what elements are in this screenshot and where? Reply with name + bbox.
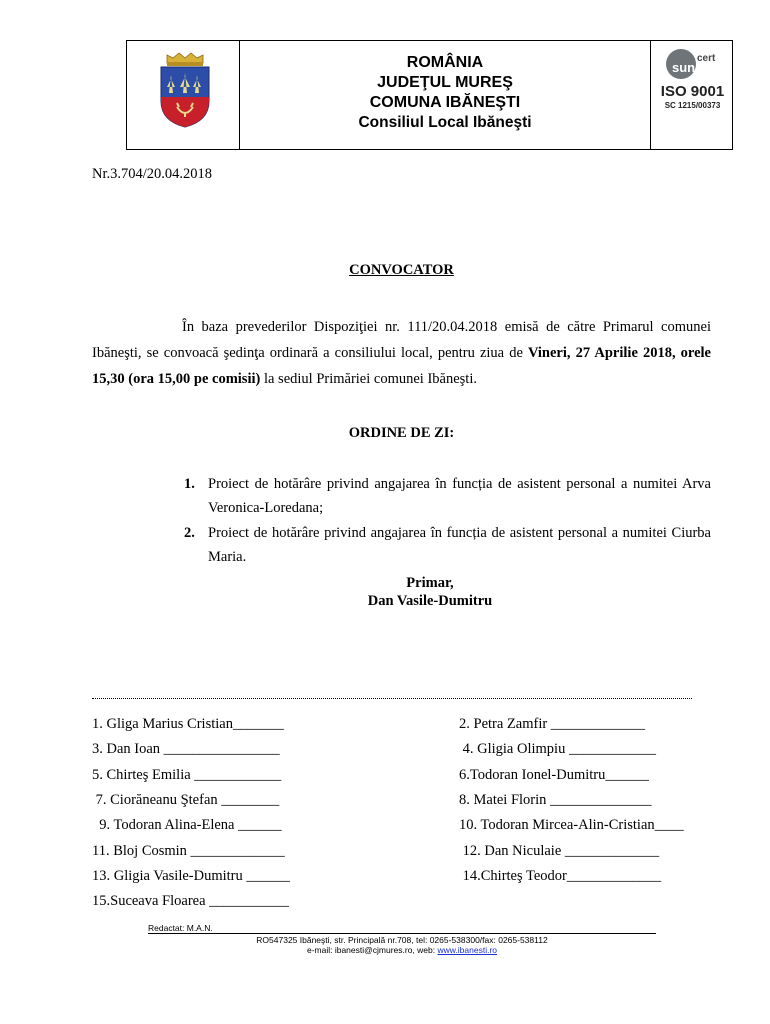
paragraph-intro: În baza prevederilor Dispoziţiei nr. 111/20.04.2018 emisă de către Primarul comunei Ibăneşti, se convoacă şedinţa ordinară a consiliului local, pentru ziua de (92, 319, 711, 361)
councillor-signature-line: 15.Suceava Floarea ___________ (92, 893, 289, 909)
dotted-separator (92, 698, 692, 699)
councillor-signature-line: 12. Dan Niculaie _____________ (459, 843, 660, 859)
county-name: JUDEŢUL MUREŞ (377, 74, 513, 91)
footer-rule (148, 933, 656, 934)
agenda-item-number: 2. (184, 525, 195, 541)
councillor-signature-line: 10. Todoran Mircea-Alin-Cristian____ (459, 817, 684, 833)
agenda-item-text: Proiect de hotărâre privind angajarea în funcția de asistent personal a numitei Ciurba Maria. (208, 525, 711, 565)
agenda-title: ORDINE DE ZI: (348, 425, 455, 441)
council-name: Consiliul Local Ibăneşti (358, 114, 532, 131)
drafted-by: Redactat: M.A.N. (148, 923, 213, 933)
suncert-logo-icon (663, 47, 723, 81)
councillor-signature-line: 13. Gligia Vasile-Dumitru ______ (92, 868, 290, 884)
councillor-signature-line: 5. Chirteş Emilia ____________ (92, 767, 282, 783)
councillor-signature-line: 14.Chirteş Teodor_____________ (459, 868, 662, 884)
agenda-item (184, 472, 711, 522)
councillor-signature-line: 4. Gligia Olimpiu ____________ (459, 741, 656, 757)
meeting-location: la sediul Primăriei comunei Ibăneşti. (260, 371, 477, 387)
convocation-paragraph (92, 314, 711, 392)
councillor-signature-line: 2. Petra Zamfir _____________ (459, 716, 646, 732)
agenda-item-number: 1. (184, 476, 195, 492)
councillor-signature-line: 3. Dan Ioan ________________ (92, 741, 280, 757)
header-title (240, 53, 650, 133)
footer-website-link[interactable]: www.ibanesti.ro (437, 945, 498, 955)
header-box (126, 40, 733, 150)
agenda-item (184, 521, 711, 571)
commune-name: COMUNA IBĂNEŞTI (369, 94, 521, 111)
suncert-sun-text: sun (672, 60, 696, 75)
signature-role: Primar, (406, 575, 454, 591)
country-name: ROMÂNIA (406, 54, 484, 71)
iso-code: SC 1215/00373 (664, 101, 721, 110)
meeting-datetime: Vineri, 27 Aprilie 2018, orele 15,30 (ora 15,00 pe comisii) (92, 345, 711, 387)
suncert-cert-text: cert (697, 53, 716, 64)
councillor-signature-line: 1. Gliga Marius Cristian_______ (92, 716, 284, 732)
footer-address: RO547325 Ibăneşti, str. Principală nr.708, tel: 0265-538300/fax: 0265-538112 (256, 935, 548, 945)
councillor-signature-line: 7. Ciorăneanu Ştefan ________ (92, 792, 280, 808)
agenda-item-text: Proiect de hotărâre privind angajarea în funcția de asistent personal a numitei Arva Veronica-Loredana; (208, 476, 711, 516)
footer-email: e-mail: ibanesti@cjmures.ro, web: (306, 945, 438, 955)
footer-contact (148, 945, 656, 955)
councillor-signature-line: 9. Todoran Alina-Elena ______ (92, 817, 282, 833)
iso-standard: ISO 9001 (660, 83, 725, 100)
registration-number: Nr.3.704/20.04.2018 (92, 166, 213, 182)
document-heading: CONVOCATOR (349, 262, 454, 278)
signature-name: Dan Vasile-Dumitru (367, 593, 493, 609)
iso-certificate-logo (651, 41, 734, 149)
coat-of-arms-icon (155, 49, 215, 129)
councillor-signature-line: 6.Todoran Ionel-Dumitru______ (459, 767, 649, 783)
councillor-signature-line: 8. Matei Florin ______________ (459, 792, 652, 808)
councillor-signature-line: 11. Bloj Cosmin _____________ (92, 843, 285, 859)
